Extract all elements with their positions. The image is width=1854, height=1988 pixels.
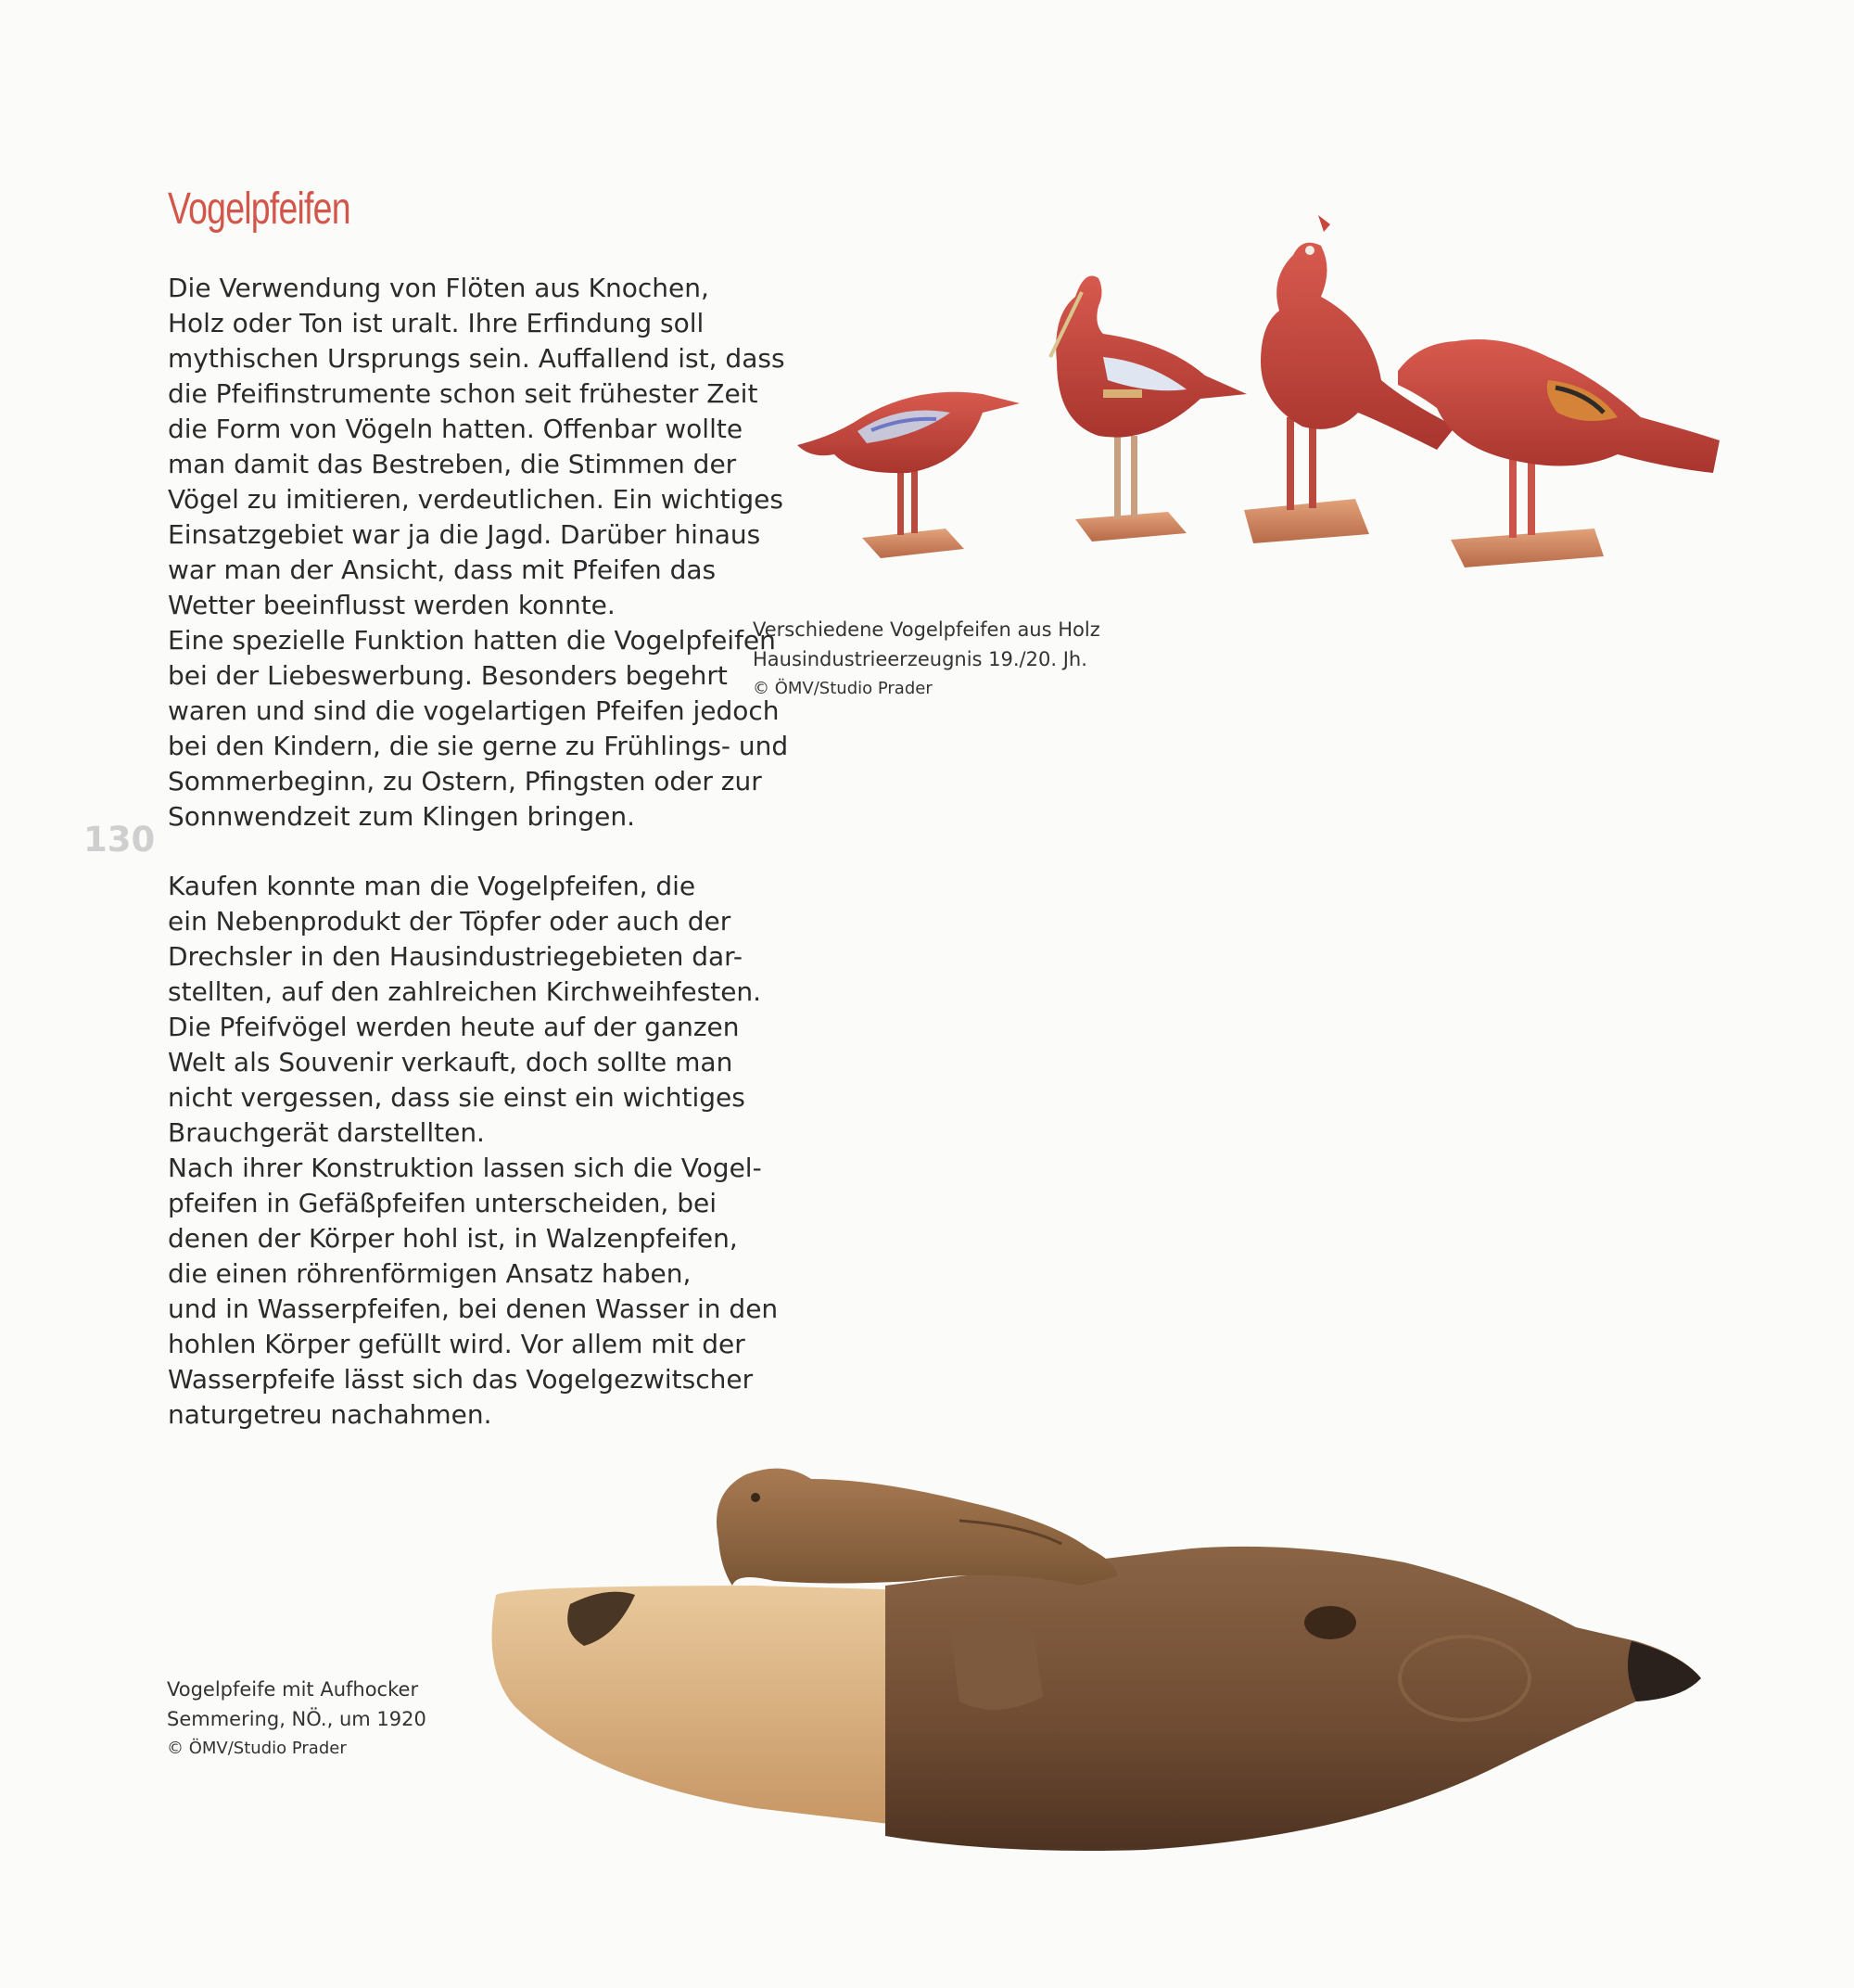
text-line: denen der Körper hohl ist, in Walzenpfeifen, — [168, 1223, 738, 1254]
perched-bird-carving — [717, 1469, 1117, 1586]
text-line: Brauchgerät darstellten. — [168, 1117, 485, 1148]
figure-top-caption-line-1: Verschiedene Vogelpfeifen aus Holz — [753, 618, 1100, 641]
text-line: bei der Liebeswerbung. Besonders begehrt — [168, 660, 728, 691]
paragraph-2 — [168, 623, 789, 835]
text-line: war man der Ansicht, dass mit Pfeifen das — [168, 554, 717, 585]
text-line: die Form von Vögeln hatten. Offenbar wollte — [168, 414, 743, 444]
text-line: naturgetreu nachahmen. — [168, 1399, 492, 1430]
body-text-lower — [168, 869, 779, 1433]
text-line: Sommerbeginn, zu Ostern, Pfingsten oder zur — [168, 766, 762, 796]
text-line: nicht vergessen, dass sie einst ein wichtiges — [168, 1082, 745, 1113]
figure-top-caption-line-2: Hausindustrieerzeugnis 19./20. Jh. — [753, 648, 1087, 670]
text-line: Welt als Souvenir verkauft, doch sollte man — [168, 1047, 733, 1077]
text-line: Drechsler in den Hausindustriegebieten dar- — [168, 941, 743, 972]
bird-whistle-4 — [1398, 339, 1720, 567]
text-line: Die Pfeifvögel werden heute auf der ganzen — [168, 1012, 740, 1042]
bird-whistle-2 — [1050, 276, 1247, 542]
text-line: und in Wasserpfeifen, bei denen Wasser in den — [168, 1293, 779, 1324]
text-line: Sonnwendzeit zum Klingen bringen. — [168, 801, 636, 832]
page-number: 130 — [83, 820, 156, 860]
text-line: Wasserpfeife lässt sich das Vogelgezwitscher — [168, 1364, 754, 1395]
figure-bottom-credit: © ÖMV/Studio Prader — [167, 1739, 347, 1758]
text-line: Einsatzgebiet war ja die Jagd. Darüber hinaus — [168, 519, 761, 550]
text-line: pfeifen in Gefäßpfeifen unterscheiden, bei — [168, 1188, 717, 1218]
page-title: Vogelpfeifen — [168, 185, 350, 234]
text-line: Wetter beeinflusst werden konnte. — [168, 590, 616, 620]
text-line: Holz oder Ton ist uralt. Ihre Erfindung soll — [168, 308, 705, 338]
text-line: hohlen Körper gefüllt wird. Vor allem mit der — [168, 1329, 745, 1359]
paragraph-4 — [168, 1151, 779, 1433]
body-text-upper — [168, 271, 789, 835]
wooden-whistle-with-bird-photo — [477, 1456, 1784, 1892]
text-line: Kaufen konnte man die Vogelpfeifen, die — [168, 871, 696, 901]
figure-bottom-caption — [167, 1675, 426, 1764]
text-line: Eine spezielle Funktion hatten die Vogelpfeifen — [168, 625, 776, 656]
text-line: waren und sind die vogelartigen Pfeifen jedoch — [168, 695, 780, 726]
figure-top-credit: © ÖMV/Studio Prader — [753, 679, 933, 698]
paragraph-3 — [168, 869, 762, 1151]
painted-bird-whistles-photo — [779, 204, 1733, 593]
text-line: ein Nebenprodukt der Töpfer oder auch der — [168, 906, 731, 937]
text-line: die Pfeifinstrumente schon seit frühester Zeit — [168, 378, 758, 409]
figure-top-caption — [753, 615, 1100, 704]
text-line: Die Verwendung von Flöten aus Knochen, — [168, 273, 709, 303]
text-line: mythischen Ursprungs sein. Auffallend ist, dass — [168, 343, 785, 374]
paragraph-1 — [168, 271, 785, 623]
text-line: die einen röhrenförmigen Ansatz haben, — [168, 1258, 692, 1289]
text-line: Vögel zu imitieren, verdeutlichen. Ein wichtiges — [168, 484, 783, 515]
text-line: bei den Kindern, die sie gerne zu Frühlings- und — [168, 731, 789, 761]
text-line: Nach ihrer Konstruktion lassen sich die Vogel- — [168, 1153, 762, 1183]
bird-whistle-1 — [797, 392, 1020, 558]
figure-bottom-caption-line-2: Semmering, NÖ., um 1920 — [167, 1708, 426, 1730]
text-line: man damit das Bestreben, die Stimmen der — [168, 449, 737, 479]
text-line: stellten, auf den zahlreichen Kirchweihfesten. — [168, 976, 762, 1007]
figure-bottom-caption-line-1: Vogelpfeife mit Aufhocker — [167, 1678, 419, 1701]
